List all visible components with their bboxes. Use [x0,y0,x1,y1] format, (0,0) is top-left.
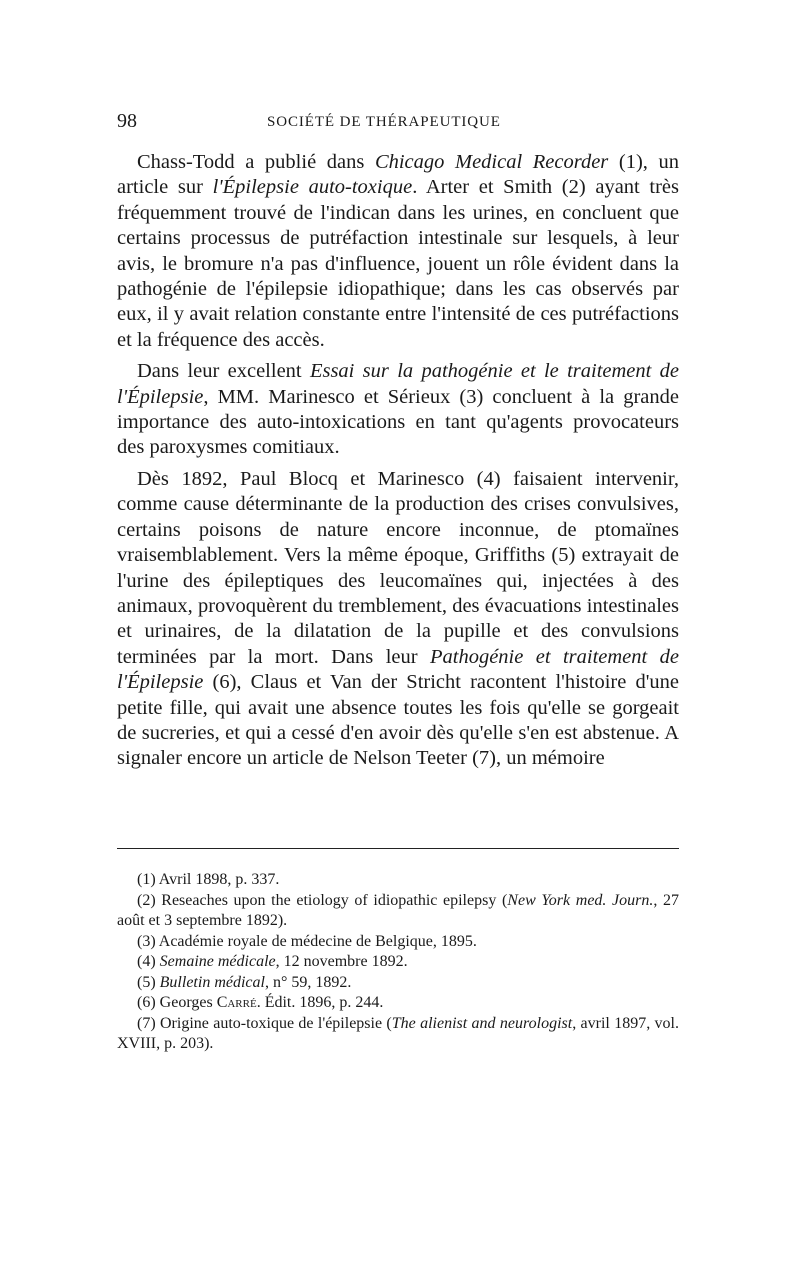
text-run: Dès 1892, Paul Blocq et Marinesco (4) faisaient intervenir, comme cause déterminante de la production des crises convulsives, certains poisons de nature encore inconnue, de ptomaïnes vraisemblablement. Vers la même époque, Griffiths (5) extrayait de l'urine des épileptiques des leucomaïnes qui, injectées à des animaux, provoquèrent du tremblement, des évacuations intestinales et urinaires, de la dilatation de la pupille et des convulsions terminées par la mort. Dans leur [117,467,679,668]
text-run: Dans leur excellent [137,360,310,383]
journal-title: Chicago Medical Recorder [374,151,609,173]
book-title: Pathogénie et traitement de l'Épilepsie [117,645,679,694]
footnote-2 [117,891,679,932]
article-title: l'Épilepsie auto-toxique [212,176,413,199]
text-run: (7) Origine auto-toxique de l'épilepsie ( [137,1014,392,1032]
footnote-4 [117,952,679,973]
footnote-6 [117,993,679,1014]
journal-title: Bulletin médical [159,973,265,991]
text-run: , 27 août et 3 septembre 1892). [117,891,680,929]
footnotes [117,870,679,1055]
text-run: (4) [137,953,160,970]
body-text [117,150,679,778]
text-run: . Édit. 1896, p. 244. [256,994,384,1011]
paragraph-2 [117,359,679,461]
journal-title: New York med. Journ. [507,891,654,909]
journal-title: Semaine médicale [159,953,276,970]
text-run: , 12 novembre 1892. [275,953,408,970]
footnote-1: (1) Avril 1898, p. 337. [137,871,280,888]
text-run: , MM. Marinesco et Sérieux (3) concluent à la grande importance des auto-intoxications en tant qu'agents provocateurs des paroxysmes comitiaux. [117,385,679,459]
footnote-3: (3) Académie royale de médecine de Belgique, 1895. [137,932,477,950]
paragraph-1 [117,150,679,353]
text-run: , avril 1897, vol. XVIII, p. 203). [117,1014,680,1052]
text-run: (2) Reseaches upon the etiology of idiopathic epilepsy ( [137,891,508,909]
text-run: , n° 59, 1892. [264,973,352,991]
journal-title: The alienist and neurologist [391,1014,573,1032]
footnote-7 [117,1014,679,1055]
footnote-5 [117,973,679,994]
running-title: SOCIÉTÉ DE THÉRAPEUTIQUE [267,114,501,130]
book-title: Essai sur la pathogénie et le traitement de l'Épilepsie [117,360,679,408]
text-run: (5) [137,973,160,991]
text-run: (6), Claus et Van der Stricht racontent l'histoire d'une petite fille, qui avait une absence toutes les fois qu'elle se gorgeait de sucreries, et qui a cessé d'en avoir dès qu'elle s'en est abstenue. A signaler encore un article de Nelson Teeter (7), un mémoire [117,671,679,770]
footnote-divider [117,848,679,849]
author-name: Carré [216,994,257,1011]
text-run: (1), un article sur [117,151,679,199]
text-run: (6) Georges [137,994,217,1011]
page-number: 98 [117,110,137,132]
page-header [117,110,679,140]
paragraph-3 [117,467,679,772]
text-run: . Arter et Smith (2) ayant très fréquemment trouvé de l'indican dans les urines, en concluent que certains processus de putréfaction intestinale sur lesquels, à leur avis, le bromure n'a pas d'influence, jouent un rôle évident dans la pathogénie de l'épilepsie idiopathique; dans les cas observés par eux, il y avait relation constante entre l'intensité de ces putréfactions et la fréquence des accès. [117,176,679,351]
text-run: Chass-Todd a publié dans [137,151,375,173]
